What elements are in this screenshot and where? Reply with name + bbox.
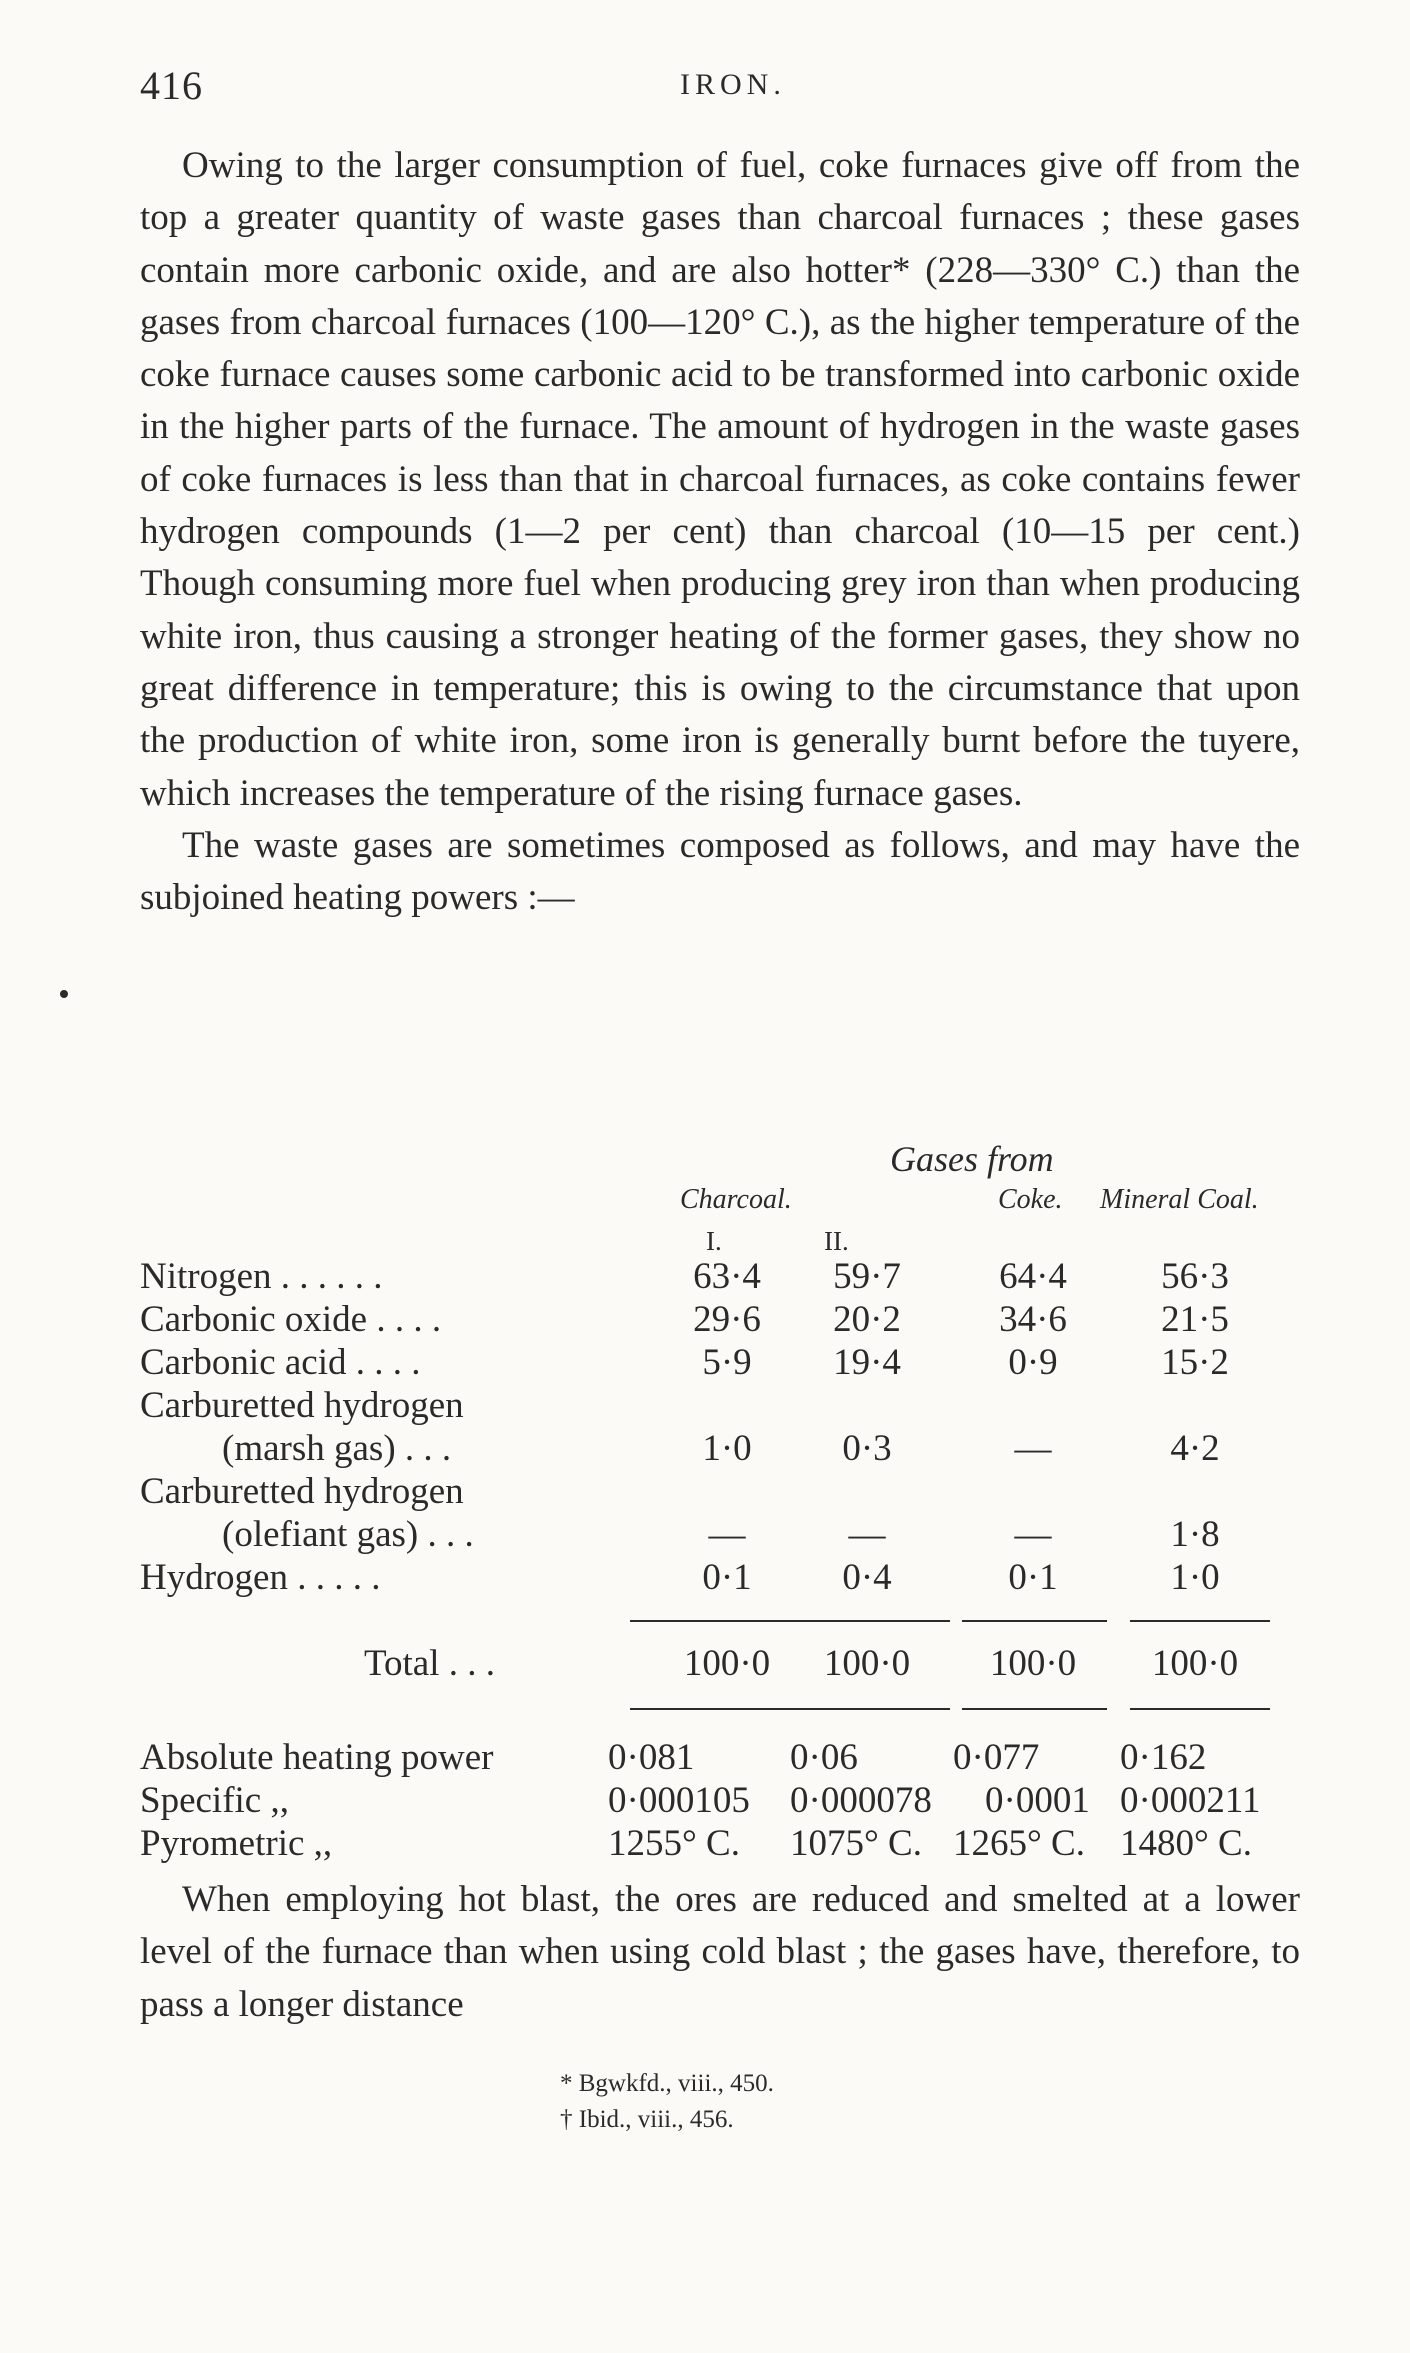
cell: 0·162 xyxy=(1120,1737,1207,1778)
margin-mark xyxy=(60,990,68,998)
header-mineral-coal: Mineral Coal. xyxy=(1100,1184,1259,1215)
row-label: (olefiant gas) . . . xyxy=(222,1514,474,1555)
paragraph: Owing to the larger consumption of fuel, coke furnaces give off from the top a greater quantity of waste gases than charcoal furnaces ; these gases contain more carbonic oxide, and are also hotter* (228—330° C.) than the gases from charcoal furnaces (100—120° C.), as the higher temperature of the coke furnace causes some carbonic acid to be transformed into carbonic oxide in the higher parts of the furnace. The amount of hydrogen in the waste gases of coke furnaces is less than that in charcoal furnaces, as coke contains fewer hydrogen compounds (1—2 per cent) than charcoal (10—15 per cent.) Though consuming more fuel when producing grey iron than when producing white iron, thus causing a stronger heating of the former gases, they show no great difference in temperature; this is owing to the circumstance that upon the production of white iron, some iron is generally burnt before the tuyere, which increases the temperature of the rising furnace gases. xyxy=(140,145,1300,814)
rule xyxy=(1130,1708,1270,1710)
cell: — xyxy=(848,1514,886,1555)
cell: 15·2 xyxy=(1161,1342,1229,1383)
heating-row xyxy=(140,1779,1300,1823)
cell: 0·081 xyxy=(608,1737,695,1778)
cell: 63·4 xyxy=(693,1256,761,1297)
total-label: Total . . . xyxy=(364,1643,495,1684)
rule xyxy=(790,1708,950,1710)
header-charcoal: Charcoal. xyxy=(680,1184,792,1215)
paragraph: The waste gases are sometimes composed as follows, and may have the subjoined heating powers :— xyxy=(140,824,1300,919)
page-number: 416 xyxy=(140,63,203,108)
rule xyxy=(962,1620,1107,1622)
table-row xyxy=(140,1255,1300,1299)
heating-label: Pyrometric ,, xyxy=(140,1823,333,1864)
page-header xyxy=(140,62,1300,112)
table-row xyxy=(140,1427,1300,1471)
heating-label: Absolute heating power xyxy=(140,1737,494,1778)
cell: — xyxy=(708,1514,746,1555)
cell: — xyxy=(1014,1514,1052,1555)
cell: 100·0 xyxy=(1151,1643,1239,1684)
cell: 1480° C. xyxy=(1120,1823,1252,1864)
cell: 64·4 xyxy=(999,1256,1067,1297)
cell: 1075° C. xyxy=(790,1823,922,1864)
row-label: Hydrogen . . . . . xyxy=(140,1557,381,1598)
row-label: (marsh gas) . . . xyxy=(222,1428,452,1469)
running-title: IRON. xyxy=(680,68,786,101)
cell: 1·8 xyxy=(1170,1514,1220,1555)
cell: 19·4 xyxy=(833,1342,901,1383)
body-text xyxy=(140,140,1300,924)
table-row xyxy=(140,1384,1300,1428)
closing-text xyxy=(140,1874,1300,2031)
cell: 0·3 xyxy=(842,1428,892,1469)
cell: 20·2 xyxy=(833,1299,901,1340)
row-label: Carburetted hydrogen xyxy=(140,1385,464,1426)
cell: 100·0 xyxy=(989,1643,1077,1684)
subheader-ii: II. xyxy=(824,1226,849,1256)
subheader-i: I. xyxy=(706,1226,722,1256)
table-row xyxy=(140,1513,1300,1557)
cell: 59·7 xyxy=(833,1256,901,1297)
cell: 0·1 xyxy=(1008,1557,1058,1598)
footnotes xyxy=(560,2066,774,2138)
table-row xyxy=(140,1298,1300,1342)
cell: 0·4 xyxy=(842,1557,892,1598)
row-label: Carburetted hydrogen xyxy=(140,1471,464,1512)
cell: 1265° C. xyxy=(953,1823,1085,1864)
cell: 100·0 xyxy=(683,1643,771,1684)
row-label: Carbonic acid . . . . xyxy=(140,1342,421,1383)
header-coke: Coke. xyxy=(998,1184,1063,1215)
cell: 56·3 xyxy=(1161,1256,1229,1297)
table-row xyxy=(140,1470,1300,1514)
heating-row xyxy=(140,1822,1300,1866)
paragraph: When employing hot blast, the ores are reduced and smelted at a lower level of the furnace than when using cold blast ; the gases have, therefore, to pass a longer distance xyxy=(140,1879,1300,2025)
row-label: Carbonic oxide . . . . xyxy=(140,1299,442,1340)
cell: 0·06 xyxy=(790,1737,858,1778)
cell: 100·0 xyxy=(823,1643,911,1684)
heating-row xyxy=(140,1736,1300,1780)
table-row xyxy=(140,1556,1300,1600)
table-row xyxy=(140,1341,1300,1385)
table-total-row xyxy=(140,1642,1300,1686)
cell: 5·9 xyxy=(702,1342,752,1383)
cell: — xyxy=(1014,1428,1052,1469)
cell: 1·0 xyxy=(1170,1557,1220,1598)
footnote: * Bgwkfd., viii., 450. xyxy=(560,2070,774,2097)
heating-label: Specific ,, xyxy=(140,1780,289,1821)
cell: 1·0 xyxy=(702,1428,752,1469)
rule xyxy=(790,1620,950,1622)
rule xyxy=(962,1708,1107,1710)
cell: 0·000078 xyxy=(790,1780,932,1821)
footnote: † Ibid., viii., 456. xyxy=(560,2106,734,2133)
cell: 4·2 xyxy=(1170,1428,1220,1469)
cell: 1255° C. xyxy=(608,1823,740,1864)
cell: 0·000211 xyxy=(1120,1780,1261,1821)
cell: 0·1 xyxy=(702,1557,752,1598)
cell: 29·6 xyxy=(693,1299,761,1340)
cell: 0·077 xyxy=(953,1737,1040,1778)
cell: 21·5 xyxy=(1161,1299,1229,1340)
cell: 0·9 xyxy=(1008,1342,1058,1383)
cell: 0·000105 xyxy=(608,1780,750,1821)
table-super-header: Gases from xyxy=(890,1139,1054,1179)
rule xyxy=(1130,1620,1270,1622)
cell: 34·6 xyxy=(999,1299,1067,1340)
row-label: Nitrogen . . . . . . xyxy=(140,1256,383,1297)
cell: 0·0001 xyxy=(985,1780,1090,1821)
